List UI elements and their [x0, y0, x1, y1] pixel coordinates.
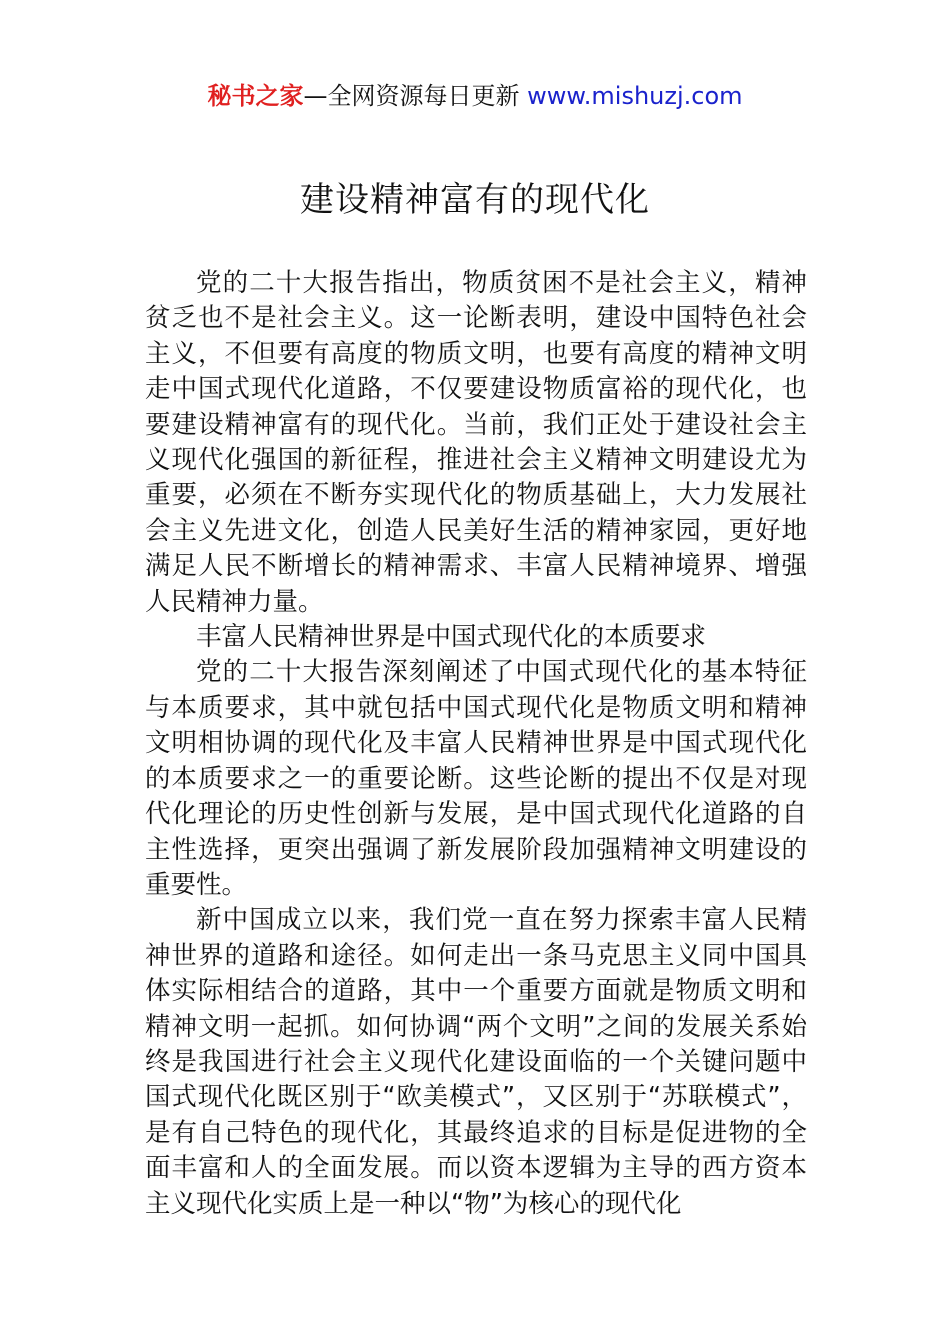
paragraph-intro: 党的二十大报告指出，物质贫困不是社会主义，精神贫乏也不是社会主义。这一论断表明，建设中国特色社会主义，不但要有高度的物质文明，也要有高度的精神文明走中国式现代化道路，不仅要建设物质富裕的现代化，也要建设精神富有的现代化。当前，我们正处于建设社会主义现代化强国的新征程，推进社会主义精神文明建设尤为重要，必须在不断夯实现代化的物质基础上，大力发展社会主义先进文化，创造人民美好生活的精神家园，更好地满足人民不断增长的精神需求、丰富人民精神境界、增强人民精神力量。 [145, 268, 807, 617]
site-url-link[interactable]: www.mishuzj.com [527, 82, 743, 110]
paragraph-history: 新中国成立以来，我们党一直在努力探索丰富人民精神世界的道路和途径。如何走出一条马克思主义同中国具体实际相结合的道路，其中一个重要方面就是物质文明和精神文明一起抓。如何协调“两个文明”之间的发展关系始终是我国进行社会主义现代化建设面临的一个关键问题中国式现代化既区别于“欧美模式”，又区别于“苏联模式”，是有自己特色的现代化，其最终追求的目标是促进物的全面丰富和人的全面发展。而以资本逻辑为主导的西方资本主义现代化实质上是一种以“物”为核心的现代化 [145, 905, 807, 1219]
site-header [0, 78, 950, 114]
site-tagline: —全网资源每日更新 [303, 82, 528, 110]
section-heading: 丰富人民精神世界是中国式现代化的本质要求 [196, 622, 707, 653]
site-brand: 秘书之家 [207, 82, 304, 110]
paragraph-essential-requirements: 党的二十大报告深刻阐述了中国式现代化的基本特征与本质要求，其中就包括中国式现代化是物质文明和精神文明相协调的现代化及丰富人民精神世界是中国式现代化的本质要求之一的重要论断。这些论断的提出不仅是对现代化理论的历史性创新与发展，是中国式现代化道路的自主性选择，更突出强调了新发展阶段加强精神文明建设的重要性。 [145, 657, 807, 900]
document-body [145, 266, 807, 1222]
document-title: 建设精神富有的现代化 [300, 180, 650, 220]
